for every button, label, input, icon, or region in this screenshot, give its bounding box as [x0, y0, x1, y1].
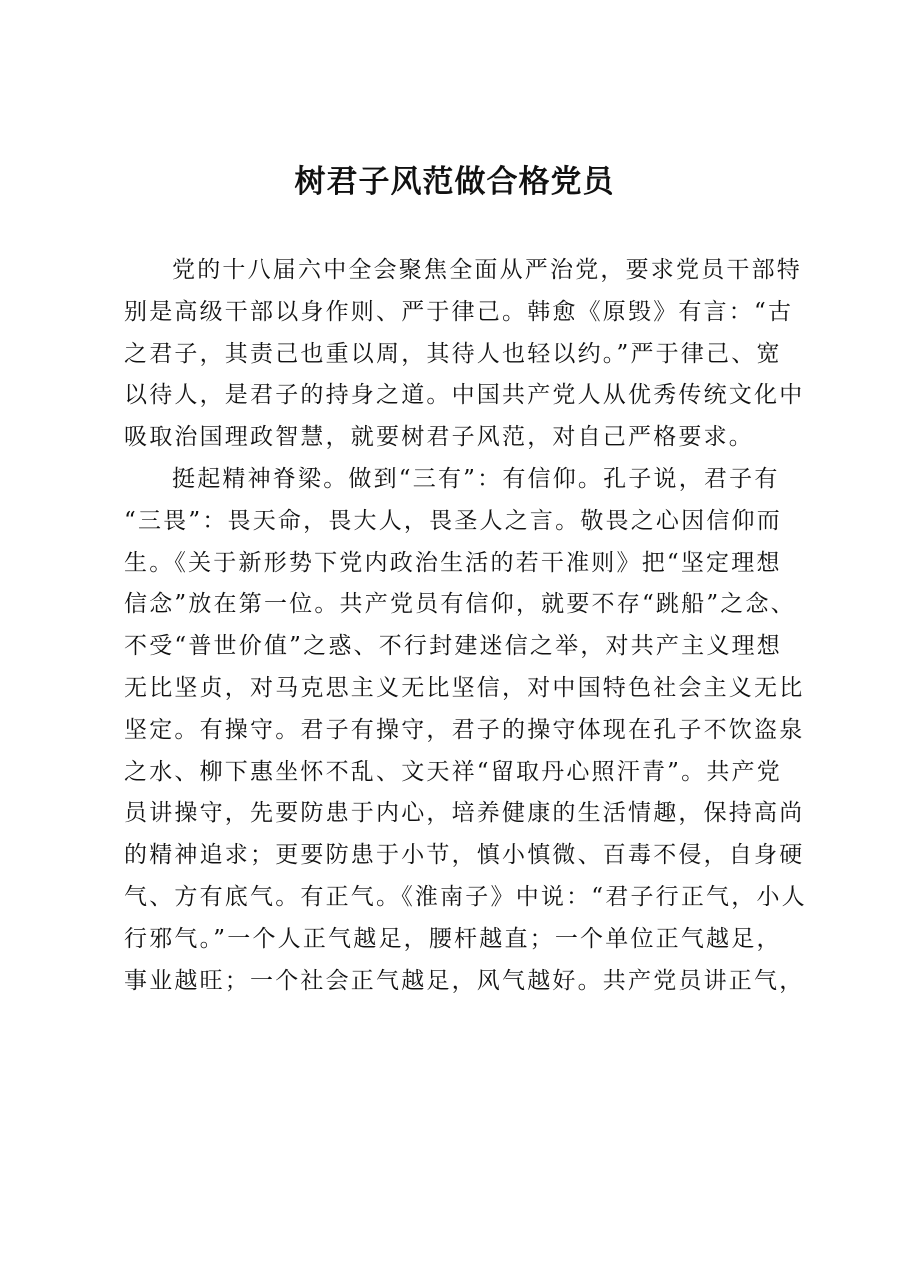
paragraph-2-line-4: 信念”放在第一位。共产党员有信仰，就要不存“跳船”之念、	[124, 591, 796, 618]
paragraph-2-line-1: 挺起精神脊梁。做到“三有”：有信仰。孔子说，君子有	[172, 465, 780, 492]
document-body	[124, 250, 807, 1002]
paragraph-2-line-2: “三畏”：畏天命，畏大人，畏圣人之言。敬畏之心因信仰而	[124, 507, 782, 534]
paragraph-2-line-10: 的精神追求；更要防患于小节，慎小慎微、百毒不侵，自身硬	[124, 842, 805, 869]
document-title: 树君子风范做合格党员	[294, 164, 615, 200]
paragraph-2-line-7: 坚定。有操守。君子有操守，君子的操守体现在孔子不饮盗泉	[124, 716, 805, 743]
paragraph-1-line-5: 吸取治国理政智慧，就要树君子风范，对自己严格要求。	[124, 424, 754, 451]
paragraph-1-line-3: 之君子，其责己也重以周，其待人也轻以约。”严于律己、宽	[124, 340, 782, 367]
paragraph-2-line-6: 无比坚贞，对马克思主义无比坚信，对中国特色社会主义无比	[124, 674, 805, 701]
paragraph-2-line-13: 事业越旺；一个社会正气越足，风气越好。共产党员讲正气，	[124, 967, 805, 994]
paragraph-2-line-8: 之水、柳下惠坐怀不乱、文天祥“留取丹心照汗青”。共产党	[124, 758, 782, 785]
paragraph-1-line-4: 以待人，是君子的持身之道。中国共产党人从优秀传统文化中	[124, 382, 805, 409]
paragraph-2-line-3: 生。《关于新形势下党内政治生活的若干准则》把“坚定理想	[124, 549, 782, 576]
paragraph-2-line-11: 气、方有底气。有正气。《淮南子》中说：“君子行正气，小人	[124, 883, 807, 910]
paragraph-2-line-9: 员讲操守，先要防患于内心，培养健康的生活情趣，保持高尚	[124, 800, 805, 827]
paragraph-2-line-5: 不受“普世价值”之惑、不行封建迷信之举，对共产主义理想	[124, 633, 782, 660]
paragraph-2-line-12: 行邪气。”一个人正气越足，腰杆越直；一个单位正气越足，	[124, 925, 782, 952]
paragraph-1-line-1: 党的十八届六中全会聚焦全面从严治党，要求党员干部特	[172, 257, 802, 283]
paragraph-1-line-2: 别是高级干部以身作则、严于律己。韩愈《原毁》有言：“古	[124, 298, 794, 325]
